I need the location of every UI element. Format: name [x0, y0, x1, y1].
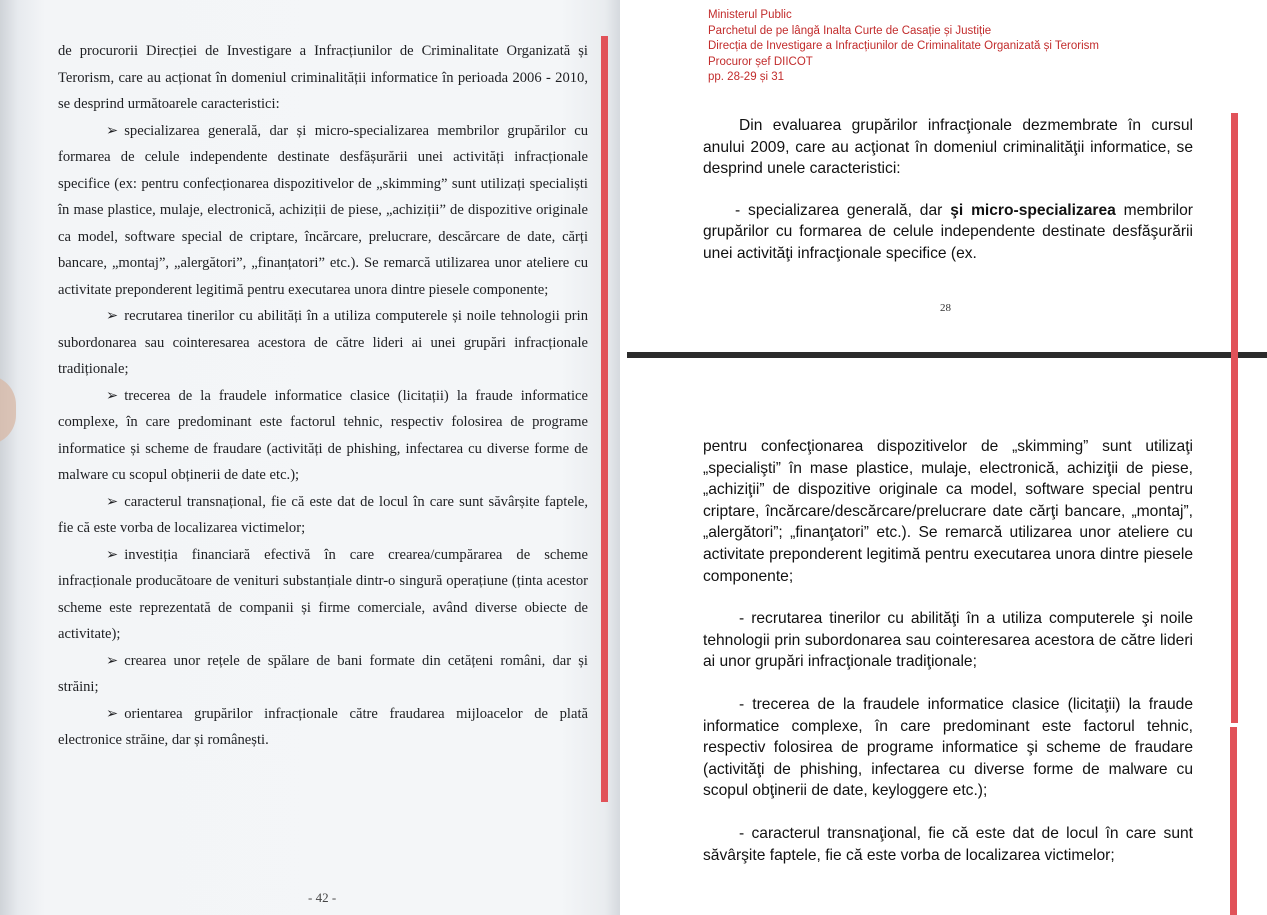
left-paragraph: ➢ investiția financiară efectivă în care crearea/cumpărarea de scheme infracționale producătoare de venituri substanțiale dintr-o singură operațiune (ținta acestor scheme este reprezentată de companii și firme comerciale, având diverse obiecte de activitate);: [58, 542, 588, 648]
right-bottom-text: [703, 436, 1193, 866]
header-line: Direcția de Investigare a Infracțiunilor de Criminalitate Organizată și Terorism: [708, 40, 1099, 52]
red-margin-marker: [1230, 727, 1237, 915]
bullet-arrow-icon: ➢: [106, 493, 119, 510]
bullet-arrow-icon: ➢: [106, 122, 119, 139]
bold-phrase: şi micro-specializarea: [950, 201, 1116, 219]
right-top-text: [703, 115, 1193, 265]
header-line: Ministerul Public: [708, 9, 792, 21]
source-header: [708, 8, 1258, 86]
left-paragraph: ➢ specializarea generală, dar și micro-specializarea membrilor grupărilor cu formarea de celule independente destinate desfășurării unei activități infracționale specifice (ex: pentru confecționarea dispozitivelor de „skimming” sunt utilizați specialiști în mase plastice, mulaje, electronică, achiziții de piese, „achiziții” de dispozitive originale ca model, software special de criptare, încărcare, prelucrare, descărcare de date, cărți bancare, „montaj”, „alergători”, „finanțatori” etc.). Se remarcă utilizarea unor ateliere cu activitate preponderent legitimă pentru executarea unora dintre piesele componente;: [58, 118, 588, 304]
thumb-shadow: [0, 375, 16, 445]
page-divider: [627, 352, 1267, 358]
red-margin-marker: [601, 36, 608, 802]
bullet-arrow-icon: ➢: [106, 705, 119, 722]
intro-paragraph: Din evaluarea grupărilor infracţionale dezmembrate în cursul anului 2009, care au acţionat în domeniul criminalităţii informatice, se desprind unele caracteristici:: [703, 117, 1193, 178]
left-page-text: [58, 38, 588, 754]
bullet-arrow-icon: ➢: [106, 546, 119, 563]
left-paragraph: ➢ trecerea de la fraudele informatice clasice (licitații) la fraude informatice complexe, în care predominant este factorul tehnic, respectiv folosirea de programe informatice și scheme de fraudare (activități de phishing, infectarea cu diverse forme de malware cu scopul obținerii de date etc.);: [58, 383, 588, 489]
left-paragraph: ➢ caracterul transnațional, fie că este dat de locul în care sunt săvârșite faptele, fie că este vorba de localizarea victimelor;: [58, 489, 588, 542]
right-page-number: 28: [940, 302, 951, 314]
left-book-page: [0, 0, 620, 915]
bullet-arrow-icon: ➢: [106, 387, 119, 404]
header-line: pp. 28-29 și 31: [708, 71, 785, 83]
left-paragraph: ➢ crearea unor rețele de spălare de bani formate din cetățeni români, dar și străini;: [58, 648, 588, 701]
item-paragraph: - recrutarea tinerilor cu abilităţi în a utiliza computerele şi noile tehnologii prin subordonarea sau cointeresarea acestora de către lideri ai unor grupări infracţionale tradiţionale;: [703, 610, 1193, 671]
left-paragraph: ➢ recrutarea tinerilor cu abilități în a utiliza computerele și noile tehnologii prin subordonarea sau cointeresarea acestora de către lideri ai unei grupări infracționale tradiționale;: [58, 303, 588, 383]
item-paragraph: - trecerea de la fraudele informatice clasice (licitaţii) la fraude informatice complexe, în care predominant este factorul tehnic, respectiv folosirea de programe informatice şi scheme de fraudare (activităţi de phishing, infectarea cu diverse forme de malware cu scopul obţinerii de date, keyloggere etc.);: [703, 695, 1193, 800]
continuation-paragraph: pentru confecţionarea dispozitivelor de „skimming” sunt utilizaţi „specialişti” în mase plastice, mulaje, electronică, achiziţii de piese, „achiziţii” de dispozitive originale ca model, software special pentru criptare, încărcare/descărcare/prelucrare date cărţi bancare, „montaj”, „alergători”; „finanţatori” etc.). Se remarcă utilizarea unor ateliere cu activitate preponderent legitimă pentru executarea unora dintre piesele componente;: [703, 438, 1193, 585]
red-margin-marker: [1231, 113, 1238, 723]
header-line: Procuror șef DIICOT: [708, 55, 813, 68]
item-paragraph: - caracterul transnaţional, fie că este dat de locul în care sunt săvârşite faptele, fie că este vorba de localizarea victimelor;: [703, 824, 1193, 864]
left-page-number: - 42 -: [308, 890, 337, 905]
bullet-arrow-icon: ➢: [106, 652, 119, 669]
item-paragraph: - specializarea generală, dar şi micro-specializarea membrilor grupărilor cu formarea de celule independente destinate desfăşurării unei activităţi infracţionale specifice (ex.: [703, 201, 1193, 262]
header-line: Parchetul de pe lângă Inalta Curte de Casație și Justiție: [708, 24, 992, 37]
bullet-arrow-icon: ➢: [106, 308, 119, 324]
left-paragraph: de procurorii Direcției de Investigare a Infracțiunilor de Criminalitate Organizată și Terorism, care au acționat în domeniul criminalității informatice în perioada 2006 - 2010, se desprind următoarele caracteristici:: [58, 43, 588, 112]
left-paragraph: ➢ orientarea grupărilor infracționale către fraudarea mijloacelor de plată electronice străine, dar și românești.: [58, 701, 588, 754]
right-document-page: [627, 0, 1267, 915]
